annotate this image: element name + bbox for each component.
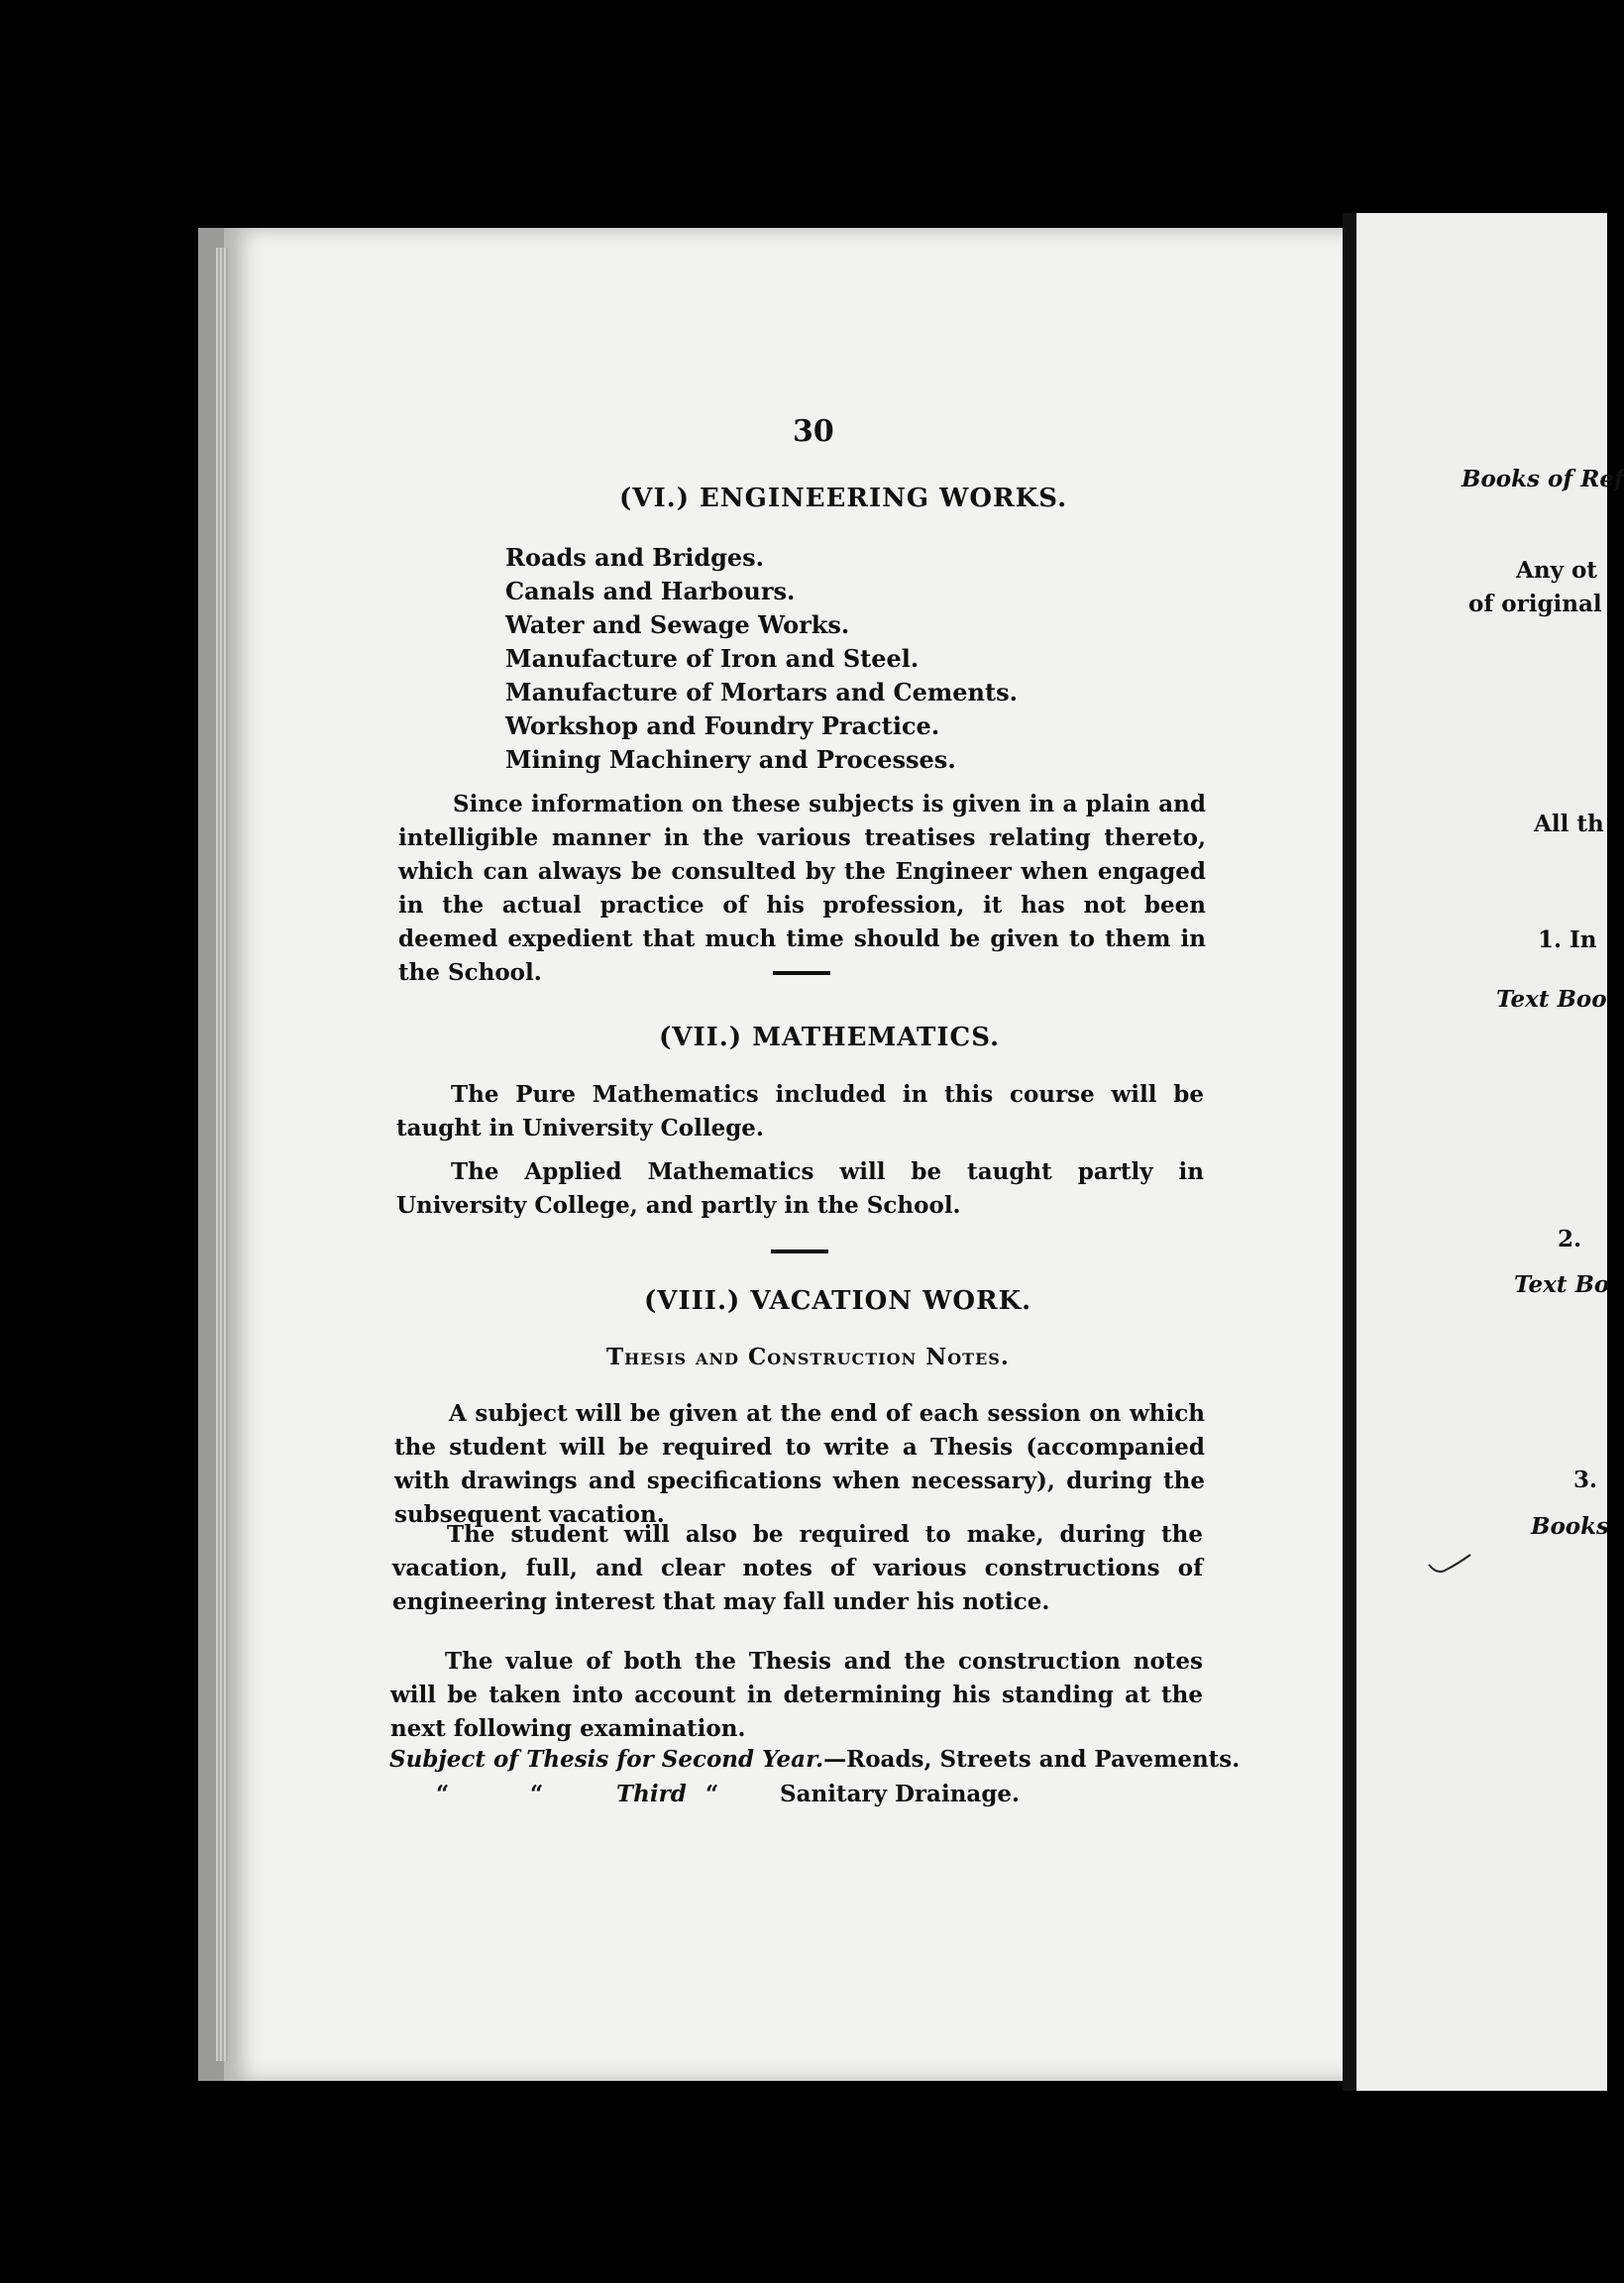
- thesis-second-label: Subject of Thesis for Second Year.: [389, 1746, 824, 1773]
- section-divider: [771, 1250, 828, 1253]
- section-vii-paragraph-2: The Applied Mathematics will be taught partly in University College, and partly in the School.: [396, 1158, 1204, 1219]
- section-divider: [773, 971, 830, 975]
- section-vi-heading: (VI.) ENGINEERING WORKS.: [619, 484, 1068, 513]
- list-item: Mining Machinery and Processes.: [505, 745, 956, 774]
- ditto-mark: “: [530, 1781, 544, 1807]
- list-item: Workshop and Foundry Practice.: [505, 711, 940, 740]
- section-viii-paragraph-1: A subject will be given at the end of each session on which the student will be required to write a Thesis (accompanied with drawings and specifications when necessary), during the subsequent vacation.: [394, 1400, 1205, 1528]
- text-book-label: Text Bo: [1514, 1271, 1610, 1298]
- list-item: Manufacture of Iron and Steel.: [505, 644, 920, 673]
- section-viii-subheading: Thesis and Construction Notes.: [606, 1344, 1010, 1370]
- right-text-fragment: All th: [1534, 811, 1604, 837]
- section-vi-paragraph: Since information on these subjects is given in a plain and intelligible manner in the various treatises relating thereto, which can always be consulted by the Engineer when engaged in the actual practice of his profession, it has not been deemed expedient that much time should be given to them in the School.: [398, 791, 1206, 986]
- section-vii-paragraph-1: The Pure Mathematics included in this course will be taught in University College.: [396, 1081, 1204, 1142]
- thesis-third-label: Third: [616, 1781, 687, 1807]
- section-viii-paragraph-2: The student will also be required to make, during the vacation, full, and clear notes of various constructions of engineering interest that may fall under his notice.: [392, 1521, 1203, 1615]
- list-item: Manufacture of Mortars and Cements.: [505, 678, 1018, 707]
- right-list-item: 1. In: [1538, 926, 1597, 953]
- section-viii-heading: (VIII.) VACATION WORK.: [644, 1286, 1032, 1316]
- thesis-second-value: —Roads, Streets and Pavements.: [823, 1746, 1241, 1773]
- section-viii-paragraph-3: The value of both the Thesis and the construction notes will be taken into account in determining his standing at the next following examination.: [390, 1648, 1203, 1742]
- section-vii-heading: (VII.) MATHEMATICS.: [659, 1023, 1001, 1052]
- list-item: Roads and Bridges.: [505, 543, 765, 572]
- thesis-third-value: Sanitary Drainage.: [780, 1781, 1021, 1807]
- right-text-fragment: Any ot: [1516, 557, 1597, 584]
- right-list-item: 3.: [1573, 1467, 1598, 1493]
- page-number: 30: [793, 414, 834, 449]
- ditto-mark: “: [705, 1781, 719, 1807]
- thesis-second-year-line: [389, 1746, 1240, 1773]
- right-page: [1343, 213, 1610, 2091]
- page-edge-stack: [216, 248, 228, 2061]
- right-text-fragment: of original: [1468, 591, 1602, 617]
- right-list-item: 2.: [1558, 1226, 1582, 1252]
- text-book-label: Text Boo: [1496, 986, 1607, 1013]
- pencil-check-mark-icon: [1427, 1551, 1476, 1580]
- list-item: Water and Sewage Works.: [505, 610, 850, 639]
- books-label: Books: [1531, 1513, 1610, 1540]
- ditto-mark: “: [436, 1781, 450, 1807]
- books-of-reference-label: Books of Ref: [1462, 466, 1624, 492]
- list-item: Canals and Harbours.: [505, 577, 796, 605]
